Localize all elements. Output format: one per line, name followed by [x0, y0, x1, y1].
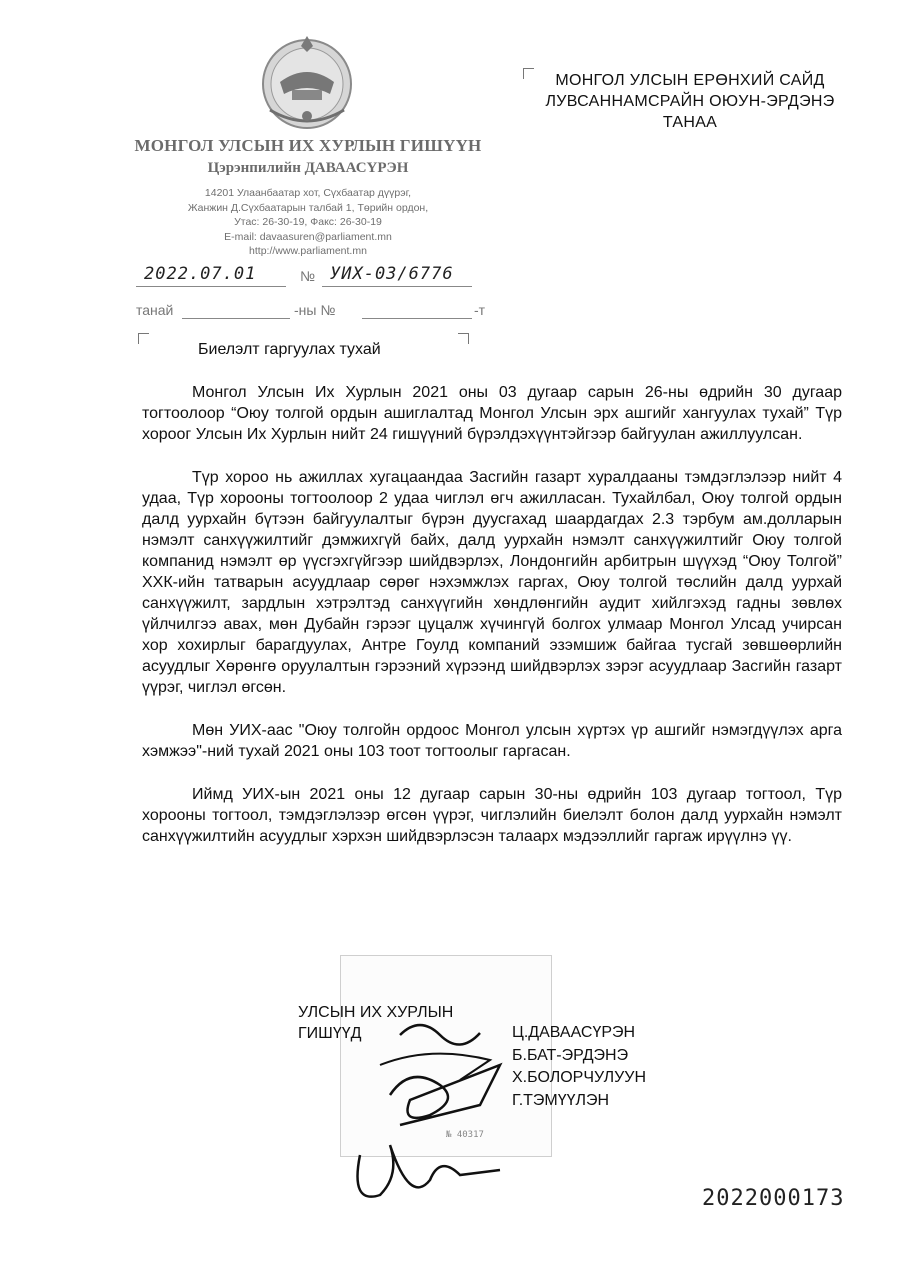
subject-line: Биелэлт гаргуулах тухай	[198, 341, 381, 358]
number-underline	[322, 286, 472, 287]
body-paragraph: Түр хороо нь ажиллах хугацаандаа Засгийн газарт хуралдааны тэмдэглэлээр нийт 4 удаа, Түр хорооны тогтоолоор 2 удаа чиглэл өгч ажилласан. Тухайлбал, Оюу толгой ордын далд уурхайн бүтээн байгуулалтыг бүрэн дуусгахад шаардагдах 2.3 тэрбум ам.долларын нэмэлт санхүүжилтийг дэмжихгүй байх, далд уурхайн нэмэлт санхүүжилтийг Оюу толгой компанид нэмэлт өр үүсгэхгүйгээр шийдвэрлэх, Лондонгийн арбитрын шүүхэд “Оюу Толгой” ХХК-ийн татварын асуудлаар сөрөг нэхэмжлэх гаргах, Оюу толгой төслийн далд уурхай санхүүжилт, зардлын хэтрэлтэд санхүүгийн хөндлөнгийн аудит хийлгэхэд гадны зөвлөх үйлчилгээ авах, мөн Дубайн гэрээг цуцалж хүчингүй болгох улмаар Монгол Улсад учирсан хор хохирлыг барагдуулах, Антре Гоулд компаний эзэмшиж байгаа тусгай зөвшөөрлийн асуудлыг Хөрөнгө оруулалтын гэрээний хүрээнд шийдвэрлэх зэрэг асуудлаар Засгийн газарт үүрэг, чиглэл өгсөн.	[142, 469, 842, 696]
address-line: 14201 Улаанбаатар хот, Сүхбаатар дүүрэг,	[204, 187, 412, 199]
email-line: E-mail: davaasuren@parliament.mn	[224, 230, 392, 243]
address-block	[128, 186, 488, 259]
address-line: Жанжин Д.Сүхбаатарын талбай 1, Төрийн ордон,	[187, 201, 429, 214]
stamp-number: № 40317	[446, 1130, 484, 1140]
signature-label-line: УЛСЫН ИХ ХУРЛЫН	[298, 1004, 454, 1021]
member-name: Цэрэнпилийн ДАВААСҮРЭН	[207, 160, 409, 176]
recipient-line: ТАНАА	[662, 114, 718, 131]
signer-list	[512, 1022, 646, 1112]
letter-number: УИХ-03/6776	[330, 264, 454, 284]
state-emblem-icon	[258, 32, 356, 132]
reply-mid: -ны №	[294, 302, 336, 318]
body-paragraph: Иймд УИХ-ын 2021 оны 12 дугаар сарын 30-ны өдрийн 103 дугаар тогтоол, Түр хорооны тогтоол, тэмдэглэлээр өгсөн үүрэг, чиглэлийн биелэлт болон далд уурхайн нэмэлт санхүүжилтийн асуудлыг хэрхэн шийдвэрлэсэн талаарх мэдээллийг гаргаж ирүүлнэ үү.	[142, 786, 842, 845]
phone-line: Утас: 26-30-19, Факс: 26-30-19	[234, 216, 382, 228]
signer-name: Г.ТЭМҮҮЛЭН	[512, 1091, 610, 1109]
date-underline	[136, 286, 286, 287]
signer-name: Ц.ДАВААСҮРЭН	[512, 1024, 636, 1041]
body-paragraph: Мөн УИХ-аас "Оюу толгойн ордоос Монгол улсын хүртэх үр ашгийг нэмэгдүүлэх арга хэмжээ"-ний тухай 2021 оны 103 тоот тогтоолыг гаргасан.	[142, 722, 842, 760]
signature-label-line: ГИШҮҮД	[298, 1025, 362, 1042]
subject-corner-mark-right	[458, 333, 469, 344]
recipient-block	[520, 70, 860, 133]
reply-suffix: -т	[474, 302, 486, 318]
signer-name: Х.БОЛОРЧУЛУУН	[512, 1069, 646, 1086]
number-symbol: №	[300, 268, 316, 284]
body-paragraph: Монгол Улсын Их Хурлын 2021 оны 03 дугаар сарын 26-ны өдрийн 30 дугаар тогтоолоор “Оюу толгой ордын ашиглалтад Монгол Улсын эрх ашгийг хангуулах тухай” Түр хороог Улсын Их Хурлын нийт 24 гишүүний бүрэлдэхүүнтэйгээр байгуулан ажиллуулсан.	[142, 384, 842, 443]
reply-date-underline	[182, 318, 290, 319]
recipient-line: МОНГОЛ УЛСЫН ЕРӨНХИЙ САЙД	[555, 72, 825, 89]
reply-prefix: танай	[136, 302, 174, 318]
subject-corner-mark-left	[138, 333, 149, 344]
document-number: 2022000173	[702, 1186, 845, 1211]
signer-name: Б.БАТ-ЭРДЭНЭ	[512, 1046, 629, 1064]
website-line: http://www.parliament.mn	[249, 245, 367, 257]
signature-label	[298, 1002, 453, 1044]
recipient-line: ЛУВСАННАМСРАЙН ОЮУН-ЭРДЭНЭ	[545, 93, 835, 110]
org-title: МОНГОЛ УЛСЫН ИХ ХУРЛЫН ГИШҮҮН	[134, 136, 482, 155]
letter-body	[142, 382, 842, 869]
letter-date: 2022.07.01	[144, 264, 257, 284]
reply-number-underline	[362, 318, 472, 319]
